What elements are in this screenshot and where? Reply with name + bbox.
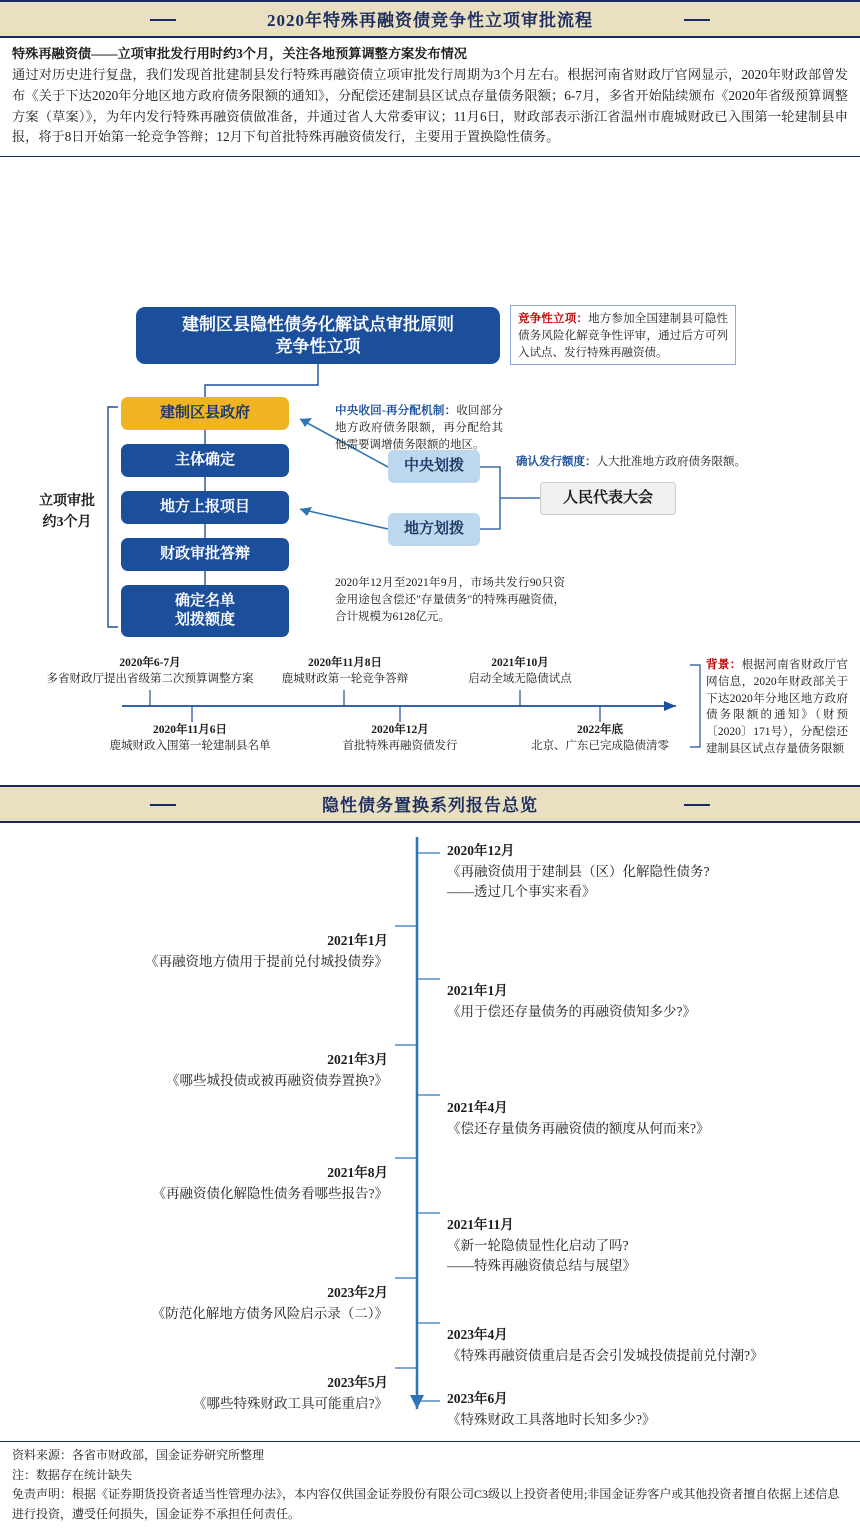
timeline-item-below-1-date: 2020年11月6日 [152,724,228,737]
flow-node-local-allocation-label: 地方划拨 [403,521,464,538]
timeline-item-below-2-date: 2020年12月 [371,724,429,737]
flow-step-government-label: 建制区县政府 [159,405,250,422]
report-item-2-date: 2021年1月 [327,933,388,949]
flow-node-peoples-congress-label: 人民代表大会 [562,490,653,507]
side-label-line1: 立项审批 [39,494,95,510]
note-background-title: 背景： [706,659,742,672]
section-1-title-bar [0,0,860,38]
timeline-item-below-1 [80,722,300,754]
flow-node-local-allocation [388,513,480,546]
report-item-1-title-line2: ——透过几个事实来看》 [447,883,596,899]
report-item-5-date: 2021年4月 [447,1100,508,1116]
flow-step-local-report-label: 地方上报项目 [159,499,250,516]
report-item-11-title-line1: 《特殊财政工具落地时长知多少?》 [447,1411,656,1427]
footer-note: 注：数据存在统计缺失 [12,1467,133,1482]
report-item-8-title-line1: 《防范化解地方债务风险启示录（二）》 [151,1305,388,1321]
report-item-1-title-line1: 《再融资债用于建制县（区）化解隐性债务? [447,863,710,879]
note-background-body: 根据河南省财政厅官网信息，2020年财政部关于下达2020年分地区地方政府债务限额的通知》（财预〔2020〕171号），分配偿还建制县区试点存量债务限额 [706,659,849,755]
flow-step-final-list [121,585,289,637]
report-item-9-date: 2023年4月 [447,1327,508,1343]
report-item-3 [447,981,847,1022]
flow-step-finance-defense-label: 财政审批答辩 [159,546,250,563]
report-item-3-title-line1: 《用于偿还存量债务的再融资债知多少?》 [447,1003,696,1019]
section-2-title-bar [0,785,860,823]
title-decoration-right [684,19,710,21]
intro-lead: 特殊再融资债——立项审批发行用时约3个月，关注各地预算调整方案发布情况 [12,46,467,61]
intro-body: 通过对历史进行复盘，我们发现首批建制县发行特殊再融资债立项审批发行周期为3个月左右。根据河南省财政厅官网显示，2020年财政部曾发布《关于下达2020年分地区地方政府债务限额的通知》，分配偿还建制县区试点存量债务限额；6-7月，多省开始陆续颁布《2020年省级预算调整方案（草案）》，为年内发行特殊再融资债做准备，并通过省人大常委审议；11月6日，财政部表示浙江省温州市鹿城财政已入围第一轮建制县申报，将于8日开始第一轮竞争答辩；12月下旬首批特殊再融资债发行，主要用于置换隐性债务。 [12,66,848,145]
timeline-item-below-2 [310,722,490,754]
note-central-redistribution [335,403,503,453]
flow-title-node-line1: 建制区县隐性债务化解试点审批原则 [182,314,454,334]
timeline-item-above-2 [250,655,440,687]
callout-competitive-title: 竞争性立项： [518,313,589,326]
timeline-item-below-1-text: 鹿城财政入围第一轮建制县名单 [109,740,271,753]
report-item-10 [10,1373,388,1414]
intro-paragraph [0,38,860,157]
flow-step-entity [121,444,289,477]
flow-title-node [136,307,500,364]
side-label-line2: 约3个月 [42,514,92,530]
report-item-7-title-line1: 《新一轮隐债显性化启动了吗? [447,1237,629,1253]
report-item-6-title-line1: 《再融资债化解隐性债务看哪些报告?》 [152,1185,388,1201]
report-item-3-date: 2021年1月 [447,983,508,999]
flow-step-local-report [121,491,289,524]
report-item-4 [10,1050,388,1091]
report-item-2-title-line1: 《再融资地方债用于提前兑付城投债券》 [145,953,388,969]
footer-disclaimer: 免责声明：根据《证券期货投资者适当性管理办法》，本内容仅供国金证券股份有限公司C3级以上投资者使用;非国金证券客户或其他投资者擅自依据上述信息进行投资，遭受任何损失，国金证券不承担任何责任。 [12,1487,840,1521]
section-2-decoration-left [150,804,176,806]
timeline-item-below-3-text: 北京、广东已完成隐债清零 [531,740,669,753]
section-2-decoration-right [684,804,710,806]
report-item-10-title-line1: 《哪些特殊财政工具可能重启?》 [193,1395,388,1411]
report-item-8-date: 2023年2月 [327,1285,388,1301]
report-item-5-title-line1: 《偿还存量债务再融资债的额度从何而来?》 [447,1120,710,1136]
note-issue-quota [516,454,766,471]
report-item-4-title-line1: 《哪些城投债或被再融资债券置换?》 [166,1072,388,1088]
report-item-6-date: 2021年8月 [327,1165,388,1181]
flow-step-final-list-line1: 确定名单 [174,592,235,609]
report-item-8 [10,1283,388,1324]
timeline-item-below-2-text: 首批特殊再融资债发行 [342,740,458,753]
report-item-11-date: 2023年6月 [447,1391,508,1407]
report-item-11 [447,1389,847,1430]
flow-step-final-list-line2: 划拨额度 [174,612,235,629]
report-item-4-date: 2021年3月 [327,1052,388,1068]
callout-competitive-approval [510,305,736,365]
note-central-title: 中央收回-再分配机制： [335,405,457,418]
callout-competitive-body: 地方参加全国建制县可隐性债务风险化解竞争性评审，通过后方可列入试点、发行特殊再融资债。 [518,313,729,359]
timeline-item-below-3 [505,722,695,754]
timeline-item-above-2-date: 2020年11月8日 [307,657,383,670]
section-2-title: 隐性债务置换系列报告总览 [322,796,538,816]
timeline-item-above-3-text: 启动全域无隐债试点 [468,673,572,686]
report-item-10-date: 2023年5月 [327,1375,388,1391]
flow-node-central-allocation-label: 中央划拨 [403,458,464,475]
title-decoration-left [150,19,176,21]
section-1-title: 2020年特殊再融资债竞争性立项审批流程 [267,11,593,30]
note-quota-title: 确认发行额度： [516,456,597,469]
note-issuance-scale [335,575,565,625]
report-item-7-title-line2: ——特殊再融资债总结与展望》 [447,1257,636,1273]
flow-step-finance-defense [121,538,289,571]
report-item-2 [10,931,388,972]
timeline-item-above-3 [440,655,600,687]
flow-diagram [0,157,860,785]
report-item-7 [447,1215,847,1276]
flow-node-peoples-congress [540,482,676,515]
note-background [706,657,848,757]
report-item-5 [447,1098,847,1139]
timeline-item-above-3-date: 2021年10月 [491,657,549,670]
footer-source: 资料来源：各省市财政部，国金证券研究所整理 [12,1448,265,1463]
report-item-6 [10,1163,388,1204]
report-item-9 [447,1325,852,1366]
reports-timeline [0,823,860,1441]
timeline-item-below-3-date: 2022年底 [577,724,623,737]
timeline-item-above-1-text: 多省财政厅提出省级第二次预算调整方案 [46,673,254,686]
report-item-7-date: 2021年11月 [447,1217,514,1233]
footer-notes [0,1441,860,1530]
note-central-body: 收回部分地方政府债务限额，再分配给其他需要调增债务限额的地区。 [335,405,503,451]
timeline-item-above-2-text: 鹿城财政第一轮竞争答辩 [281,673,409,686]
report-item-1 [447,841,847,902]
note-issuance-scale-text: 2020年12月至2021年9月，市场共发行90只资金用途包含偿还"存量债务"的特殊再融资债，合计规模为6128亿元。 [335,577,565,623]
side-label-approval-duration [28,492,106,533]
flow-step-government [121,397,289,430]
flow-title-node-line2: 竞争性立项 [275,336,361,356]
note-quota-body: 人大批准地方政府债务限额。 [596,456,746,469]
flow-node-central-allocation [388,450,480,483]
flow-step-entity-label: 主体确定 [174,452,235,469]
timeline-item-above-1 [30,655,270,687]
report-item-1-date: 2020年12月 [447,843,515,859]
timeline-item-above-1-date: 2020年6-7月 [119,657,181,670]
report-item-9-title-line1: 《特殊再融资债重启是否会引发城投债提前兑付潮?》 [447,1347,764,1363]
